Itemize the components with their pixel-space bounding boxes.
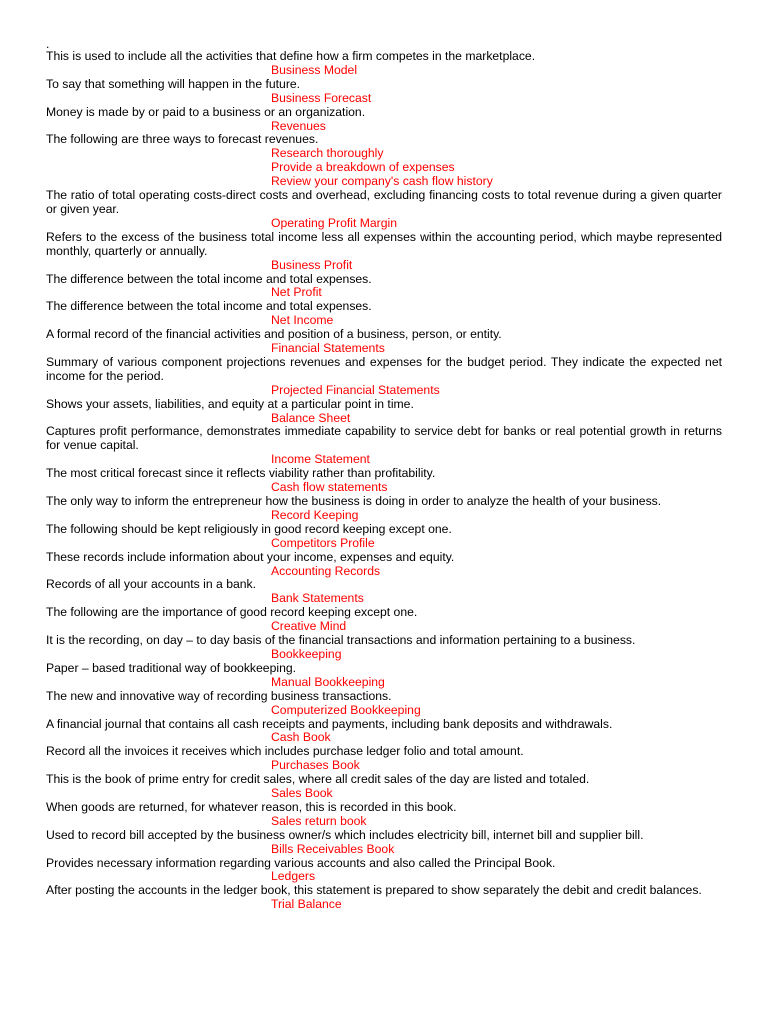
qa-entry	[46, 231, 722, 273]
question-text: The most critical forecast since it reflects viability rather than profitability.	[46, 466, 436, 481]
answer-text: Bank Statements	[271, 591, 364, 606]
qa-entry	[46, 50, 722, 78]
question-text: This is the book of prime entry for credit sales, where all credit sales of the day are listed and totaled.	[46, 772, 590, 787]
question-text: It is the recording, on day – to day basis of the financial transactions and information pertaining to a business.	[46, 633, 636, 648]
answer-text: Sales return book	[271, 813, 367, 828]
answer-text: Projected Financial Statements	[271, 382, 440, 397]
answer-text: Operating Profit Margin	[271, 215, 397, 230]
question-text: The new and innovative way of recording business transactions.	[46, 688, 392, 703]
question-text: Shows your assets, liabilities, and equity at a particular point in time.	[46, 396, 414, 411]
question-text: This is used to include all the activities that define how a firm competes in the marketplace.	[46, 49, 536, 63]
qa-entry	[46, 78, 722, 106]
answer-text: Provide a breakdown of expenses	[271, 160, 455, 175]
answer-text: Business Model	[271, 62, 358, 77]
question-text: The ratio of total operating costs-direct costs and overhead, excluding financing costs to total revenue during a given quarter or given year.	[46, 188, 722, 216]
answer-text: Bookkeeping	[271, 646, 342, 661]
qa-entry	[46, 551, 722, 579]
question-text: The difference between the total income and total expenses.	[46, 271, 372, 286]
question-text: Records of all your accounts in a bank.	[46, 577, 257, 592]
qa-entry	[46, 578, 722, 606]
question-text: When goods are returned, for whatever reason, this is recorded in this book.	[46, 799, 457, 814]
answer-text: Financial Statements	[271, 341, 385, 356]
answer-text: Net Profit	[271, 285, 322, 300]
answer-text: Record Keeping	[271, 507, 359, 522]
qa-entry	[46, 328, 722, 356]
question-text: The only way to inform the entrepreneur how the business is doing in order to analyze the health of your business.	[46, 494, 662, 508]
question-text: The following are the importance of good record keeping except one.	[46, 605, 418, 620]
answer-text: Accounting Records	[271, 563, 381, 578]
qa-entry	[46, 801, 722, 829]
answer-text: Income Statement	[271, 452, 370, 467]
leading-marker: .	[46, 37, 50, 51]
question-text: To say that something will happen in the future.	[46, 76, 301, 91]
qa-entry	[46, 425, 722, 467]
question-text: Record all the invoices it receives which includes purchase ledger folio and total amount.	[46, 744, 524, 759]
answer-text: Ledgers	[271, 869, 316, 884]
answer-text: Review your company's cash flow history	[271, 174, 493, 189]
answer-text: Manual Bookkeeping	[271, 674, 385, 689]
qa-entry	[46, 106, 722, 134]
qa-entry	[46, 300, 722, 328]
question-text: The following should be kept religiously in good record keeping except one.	[46, 521, 452, 536]
question-text: The following are three ways to forecast revenues.	[46, 132, 319, 147]
question-text: Paper – based traditional way of bookkeeping.	[46, 660, 297, 675]
question-text: After posting the accounts in the ledger book, this statement is prepared to show separately the debit and credit balances.	[46, 883, 702, 898]
qa-entry	[46, 718, 722, 746]
question-text: Provides necessary information regarding various accounts and also called the Principal Book.	[46, 855, 556, 870]
answer-text: Cash flow statements	[271, 480, 388, 495]
question-text: Used to record bill accepted by the business owner/s which includes electricity bill, internet bill and supplier bill.	[46, 827, 644, 842]
qa-entry	[46, 606, 722, 634]
qa-entry	[46, 773, 722, 801]
qa-entry	[46, 884, 722, 912]
answer-text: Research thoroughly	[271, 146, 384, 161]
question-text: A formal record of the financial activities and position of a business, person, or entity.	[46, 327, 502, 342]
qa-entry	[46, 133, 722, 189]
qa-entry	[46, 745, 722, 773]
question-text: Money is made by or paid to a business or an organization.	[46, 104, 366, 119]
question-text: The difference between the total income and total expenses.	[46, 299, 372, 314]
qa-entry	[46, 273, 722, 301]
qa-entry	[46, 662, 722, 690]
answer-text: Bills Receivables Book	[271, 841, 395, 856]
qa-entry	[46, 857, 722, 885]
question-text: A financial journal that contains all cash receipts and payments, including bank deposits and withdrawals.	[46, 716, 613, 731]
qa-entry	[46, 634, 722, 662]
question-text: These records include information about your income, expenses and equity.	[46, 549, 455, 564]
qa-entry	[46, 398, 722, 426]
answer-text: Competitors Profile	[271, 535, 375, 550]
answer-text: Revenues	[271, 118, 326, 133]
qa-entry	[46, 189, 722, 231]
qa-entry	[46, 467, 722, 495]
qa-entry	[46, 523, 722, 551]
question-text: Captures profit performance, demonstrates immediate capability to service debt for banks or real potential growth in returns for venue capital.	[46, 424, 722, 453]
question-text: Refers to the excess of the business total income less all expenses within the accounting period, which maybe represented monthly, quarterly or annually.	[46, 229, 722, 258]
answer-text: Sales Book	[271, 786, 333, 801]
answer-text: Purchases Book	[271, 758, 360, 773]
qa-entry	[46, 690, 722, 718]
question-answer-list	[46, 50, 722, 912]
answer-text: Business Profit	[271, 257, 353, 272]
answer-text: Creative Mind	[271, 619, 347, 634]
qa-entry	[46, 495, 722, 523]
answer-text: Net Income	[271, 313, 334, 328]
question-text: Summary of various component projections revenues and expenses for the budget period. They indicate the expected net income for the period.	[46, 354, 722, 383]
answer-text: Trial Balance	[271, 897, 342, 912]
answer-text: Balance Sheet	[271, 410, 351, 425]
qa-entry	[46, 829, 722, 857]
answer-text: Business Forecast	[271, 90, 372, 105]
qa-entry	[46, 356, 722, 398]
answer-text: Computerized Bookkeeping	[271, 702, 421, 717]
answer-text: Cash Book	[271, 730, 331, 745]
